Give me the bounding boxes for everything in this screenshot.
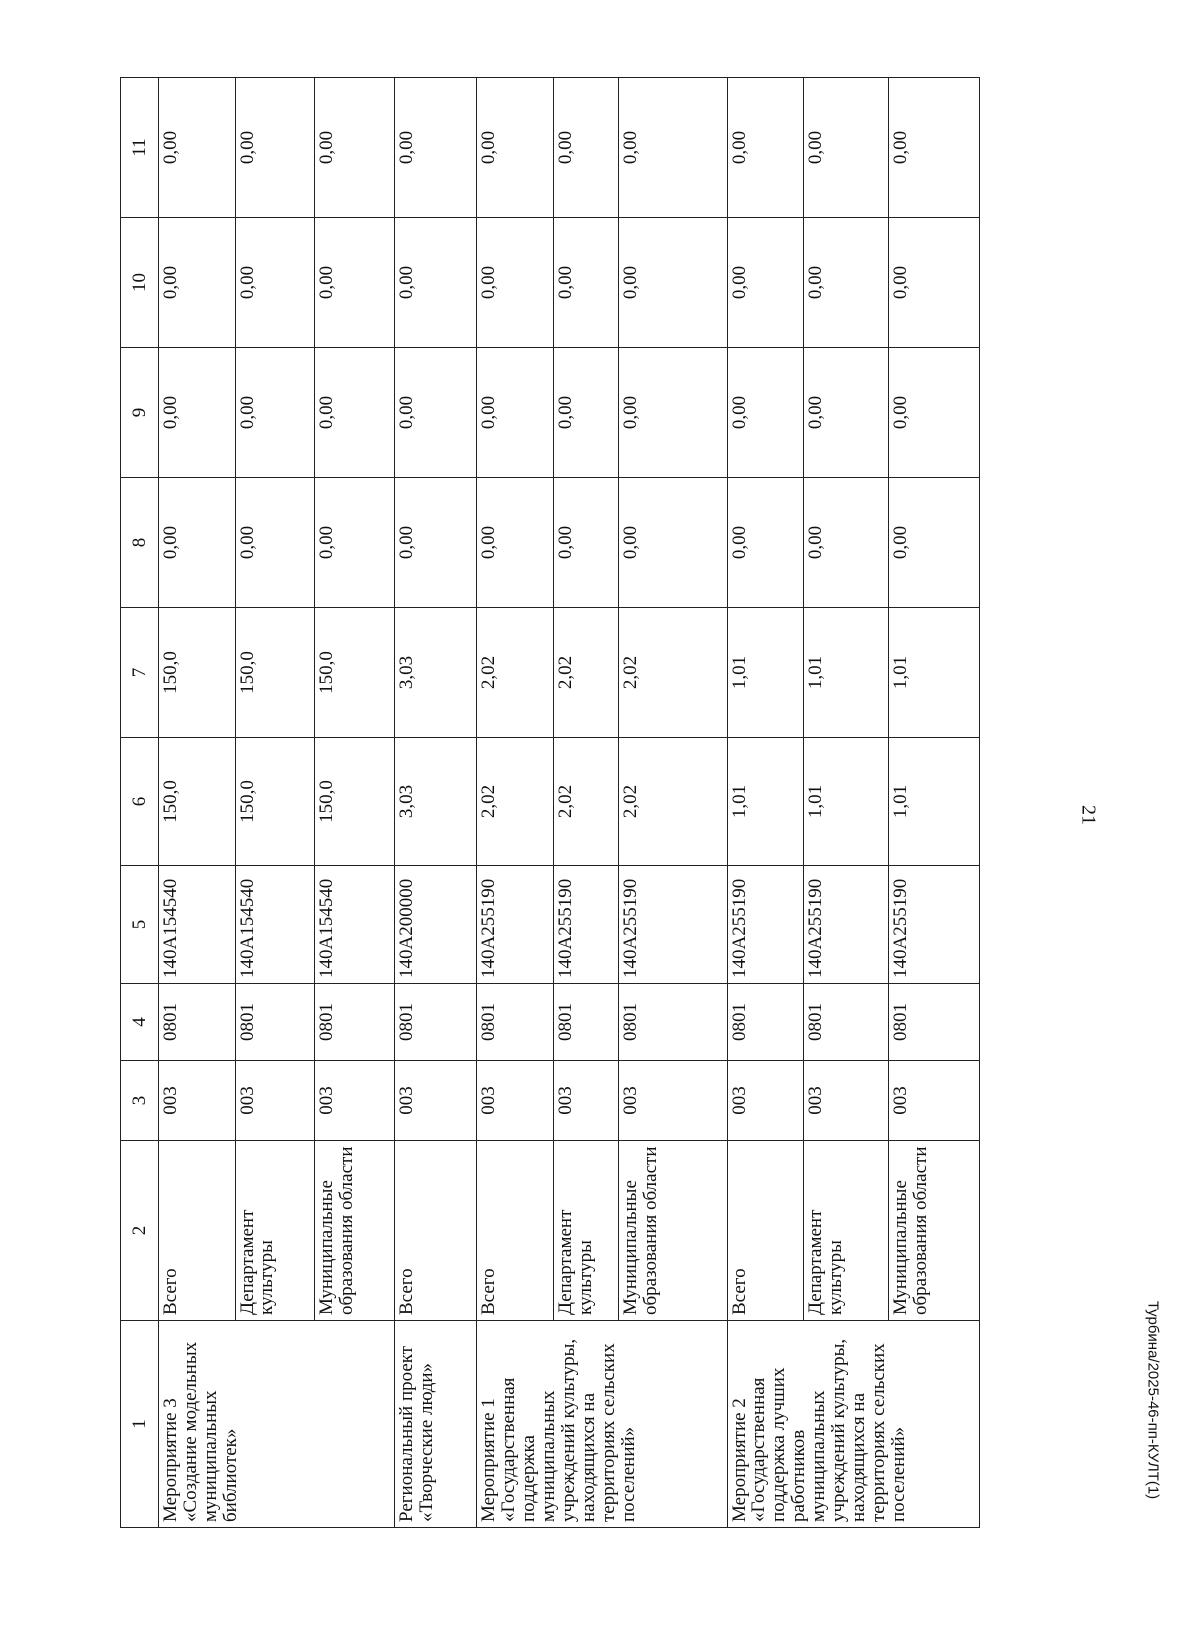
- header-cell: 6: [121, 738, 159, 866]
- code-cell: 0801: [159, 984, 235, 1061]
- header-cell: 2: [121, 1141, 159, 1321]
- funding-source-cell: Всего: [727, 1141, 803, 1321]
- code-cell: 140A255190: [803, 866, 888, 984]
- table-row: [619, 78, 727, 1528]
- code-cell: 140A154540: [235, 866, 315, 984]
- code-cell: 140A255190: [553, 866, 619, 984]
- table-row: [477, 78, 553, 1528]
- value-cell: 0,00: [727, 218, 803, 348]
- value-cell: 0,00: [235, 478, 315, 608]
- code-cell: 140A154540: [159, 866, 235, 984]
- value-cell: 0,00: [159, 218, 235, 348]
- value-cell: 0,00: [315, 218, 395, 348]
- table-row: [553, 78, 619, 1528]
- code-cell: 140A255190: [888, 866, 979, 984]
- code-cell: 140A255190: [619, 866, 727, 984]
- event-name-cell: Региональный проект «Творческие люди»: [394, 1321, 477, 1528]
- code-cell: 003: [888, 1061, 979, 1141]
- value-cell: 0,00: [888, 218, 979, 348]
- value-cell: 0,00: [803, 478, 888, 608]
- value-cell: 0,00: [888, 478, 979, 608]
- budget-table: [120, 77, 980, 1528]
- value-cell: 0,00: [394, 78, 477, 218]
- value-cell: 0,00: [727, 478, 803, 608]
- value-cell: 2,02: [477, 608, 553, 738]
- value-cell: 0,00: [235, 218, 315, 348]
- value-cell: 0,00: [315, 348, 395, 478]
- code-cell: 0801: [553, 984, 619, 1061]
- header-cell: 10: [121, 218, 159, 348]
- value-cell: 2,02: [619, 738, 727, 866]
- value-cell: 0,00: [727, 348, 803, 478]
- value-cell: 1,01: [888, 738, 979, 866]
- event-name-cell: Мероприятие 3 «Создание модельных муниципальных библиотек»: [159, 1321, 394, 1528]
- header-cell: 8: [121, 478, 159, 608]
- value-cell: 0,00: [477, 478, 553, 608]
- value-cell: 0,00: [159, 478, 235, 608]
- value-cell: 0,00: [235, 348, 315, 478]
- value-cell: 0,00: [394, 348, 477, 478]
- rotated-table-container: [120, 78, 980, 1528]
- table-row: [727, 78, 803, 1528]
- value-cell: 2,02: [477, 738, 553, 866]
- table-row: [235, 78, 315, 1528]
- header-cell: 11: [121, 78, 159, 218]
- value-cell: 1,01: [803, 608, 888, 738]
- funding-source-cell: Муниципальные образования области: [619, 1141, 727, 1321]
- code-cell: 0801: [394, 984, 477, 1061]
- value-cell: 0,00: [315, 478, 395, 608]
- value-cell: 2,02: [553, 738, 619, 866]
- value-cell: 150,0: [235, 738, 315, 866]
- code-cell: 0801: [619, 984, 727, 1061]
- code-cell: 003: [727, 1061, 803, 1141]
- table-row: [394, 78, 477, 1528]
- value-cell: 0,00: [553, 78, 619, 218]
- funding-source-cell: Муниципальные образования области: [888, 1141, 979, 1321]
- code-cell: 0801: [315, 984, 395, 1061]
- funding-source-cell: Департамент культуры: [553, 1141, 619, 1321]
- value-cell: 0,00: [803, 348, 888, 478]
- value-cell: 0,00: [235, 78, 315, 218]
- code-cell: 003: [553, 1061, 619, 1141]
- value-cell: 0,00: [619, 218, 727, 348]
- code-cell: 0801: [727, 984, 803, 1061]
- table-row: [803, 78, 888, 1528]
- funding-source-cell: Всего: [159, 1141, 235, 1321]
- value-cell: 0,00: [888, 78, 979, 218]
- value-cell: 150,0: [235, 608, 315, 738]
- event-name-cell: Мероприятие 1 «Государственная поддержка муниципальных учреждений культуры, находящихся на территориях сельских поселений»: [477, 1321, 727, 1528]
- code-cell: 003: [394, 1061, 477, 1141]
- value-cell: 0,00: [159, 348, 235, 478]
- funding-source-cell: Всего: [477, 1141, 553, 1321]
- value-cell: 0,00: [315, 78, 395, 218]
- value-cell: 0,00: [619, 478, 727, 608]
- value-cell: 1,01: [727, 738, 803, 866]
- value-cell: 2,02: [553, 608, 619, 738]
- code-cell: 0801: [477, 984, 553, 1061]
- value-cell: 0,00: [477, 218, 553, 348]
- code-cell: 003: [315, 1061, 395, 1141]
- code-cell: 003: [235, 1061, 315, 1141]
- value-cell: 0,00: [394, 218, 477, 348]
- document-code: Турбина/2025-46-пп-КУЛТ(1): [1144, 1300, 1162, 1500]
- value-cell: 150,0: [315, 738, 395, 866]
- value-cell: 150,0: [315, 608, 395, 738]
- value-cell: 150,0: [159, 608, 235, 738]
- code-cell: 0801: [803, 984, 888, 1061]
- code-cell: 140A154540: [315, 866, 395, 984]
- value-cell: 3,03: [394, 738, 477, 866]
- funding-source-cell: Всего: [394, 1141, 477, 1321]
- value-cell: 0,00: [727, 78, 803, 218]
- code-cell: 0801: [888, 984, 979, 1061]
- value-cell: 1,01: [803, 738, 888, 866]
- value-cell: 1,01: [727, 608, 803, 738]
- header-cell: 1: [121, 1321, 159, 1528]
- value-cell: 0,00: [553, 348, 619, 478]
- code-cell: 140A200000: [394, 866, 477, 984]
- header-cell: 3: [121, 1061, 159, 1141]
- value-cell: 0,00: [394, 478, 477, 608]
- table-row: [159, 78, 235, 1528]
- value-cell: 0,00: [619, 78, 727, 218]
- code-cell: 003: [477, 1061, 553, 1141]
- value-cell: 2,02: [619, 608, 727, 738]
- event-name-cell: Мероприятие 2 «Государственная поддержка лучших работников муниципальных учреждений культуры, находящихся на территориях сельских поселений»: [727, 1321, 979, 1528]
- header-row: [121, 78, 159, 1528]
- funding-source-cell: Департамент культуры: [803, 1141, 888, 1321]
- code-cell: 003: [619, 1061, 727, 1141]
- code-cell: 140A255190: [477, 866, 553, 984]
- code-cell: 0801: [235, 984, 315, 1061]
- value-cell: 3,03: [394, 608, 477, 738]
- header-cell: 5: [121, 866, 159, 984]
- value-cell: 150,0: [159, 738, 235, 866]
- code-cell: 140A255190: [727, 866, 803, 984]
- value-cell: 0,00: [619, 348, 727, 478]
- value-cell: 0,00: [803, 218, 888, 348]
- value-cell: 0,00: [553, 478, 619, 608]
- value-cell: 0,00: [477, 78, 553, 218]
- code-cell: 003: [159, 1061, 235, 1141]
- header-cell: 9: [121, 348, 159, 478]
- code-cell: 003: [803, 1061, 888, 1141]
- table-row: [315, 78, 395, 1528]
- funding-source-cell: Муниципальные образования области: [315, 1141, 395, 1321]
- value-cell: 1,01: [888, 608, 979, 738]
- funding-source-cell: Департамент культуры: [235, 1141, 315, 1321]
- value-cell: 0,00: [553, 218, 619, 348]
- header-cell: 4: [121, 984, 159, 1061]
- value-cell: 0,00: [159, 78, 235, 218]
- value-cell: 0,00: [888, 348, 979, 478]
- header-cell: 7: [121, 608, 159, 738]
- value-cell: 0,00: [803, 78, 888, 218]
- table-row: [888, 78, 979, 1528]
- page-number: 21: [1077, 805, 1100, 825]
- value-cell: 0,00: [477, 348, 553, 478]
